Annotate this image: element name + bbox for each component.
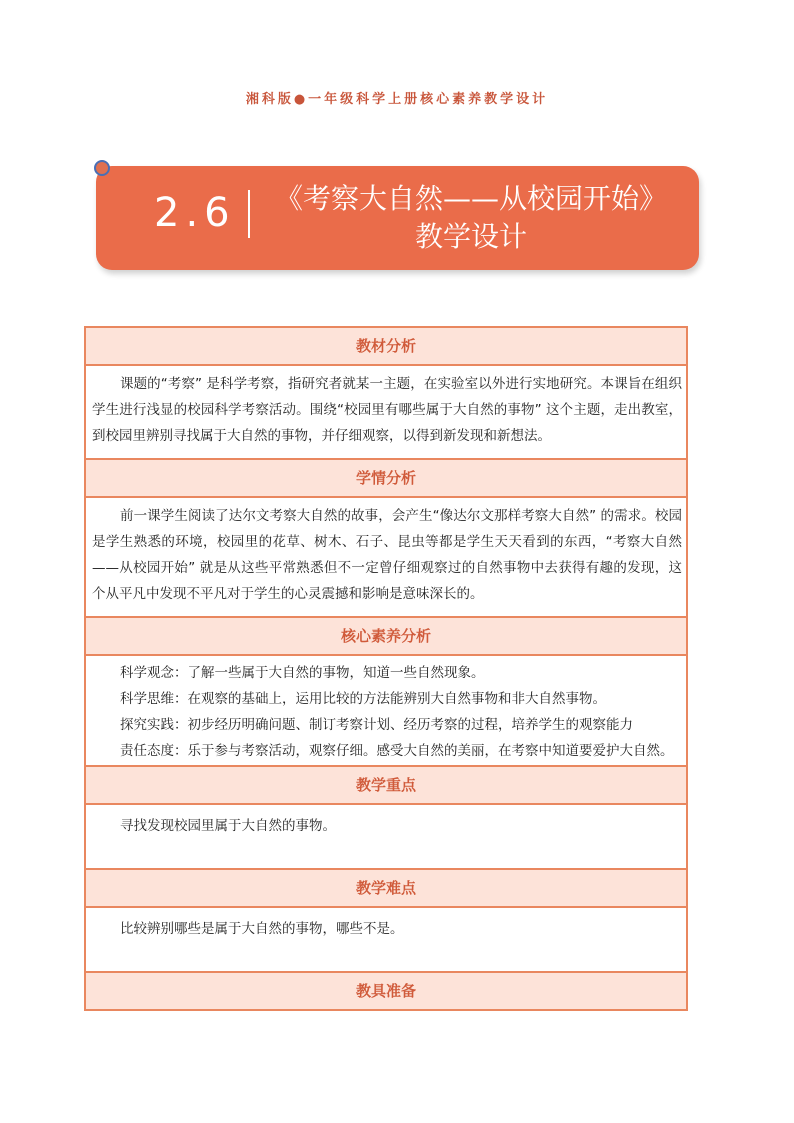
literacy-line: 科学思维：在观察的基础上，运用比较的方法能辨别大自然事物和非大自然事物。 [120, 691, 606, 707]
section-heading-literacy: 核心素养分析 [86, 618, 686, 656]
title-banner [96, 166, 699, 270]
lesson-title-line2: 教学设计 [414, 220, 527, 253]
literacy-line: 科学观念：了解一些属于大自然的事物，知道一些自然现象。 [120, 665, 485, 681]
literacy-line: 探究实践：初步经历明确问题、制订考察计划、经历考察的过程，培养学生的观察能力 [120, 717, 633, 733]
design-table [84, 326, 688, 1011]
section-body-literacy [86, 656, 686, 767]
title-divider [248, 190, 250, 238]
lesson-number: 2.6 [154, 190, 236, 236]
lesson-title-line1: 《考察大自然——从校园开始》 [274, 182, 667, 215]
section-heading-students: 学情分析 [86, 460, 686, 498]
title-dot-decoration [94, 160, 110, 176]
section-body-textbook: 课题的“考察” 是科学考察，指研究者就某一主题，在实验室以外进行实地研究。本课旨在组织学生进行浅显的校园科学考察活动。围绕“校园里有哪些属于大自然的事物” 这个主题，走出教室，到校园里辨别寻找属于大自然的事物，并仔细观察，以得到新发现和新想法。 [86, 366, 686, 460]
lesson-title [256, 180, 686, 256]
section-heading-key-points: 教学重点 [86, 767, 686, 805]
section-body-students: 前一课学生阅读了达尔文考察大自然的故事，会产生“像达尔文那样考察大自然” 的需求。校园是学生熟悉的环境，校园里的花草、树木、石子、昆虫等都是学生天天看到的东西，“考察大自然——从校园开始” 就是从这些平常熟悉但不一定曾仔细观察过的自然事物中去获得有趣的发现，这个从平凡中发现不平凡对于学生的心灵震撼和影响是意味深长的。 [86, 498, 686, 618]
section-body-key-points: 寻找发现校园里属于大自然的事物。 [86, 805, 686, 870]
section-heading-difficulties: 教学难点 [86, 870, 686, 908]
section-heading-materials: 教具准备 [86, 973, 686, 1009]
running-header: 湘科版●一年级科学上册核心素养教学设计 [245, 92, 549, 107]
literacy-line: 责任态度：乐于参与考察活动，观察仔细。感受大自然的美丽，在考察中知道要爱护大自然。 [120, 743, 674, 759]
section-body-difficulties: 比较辨别哪些是属于大自然的事物，哪些不是。 [86, 908, 686, 973]
section-heading-textbook: 教材分析 [86, 328, 686, 366]
